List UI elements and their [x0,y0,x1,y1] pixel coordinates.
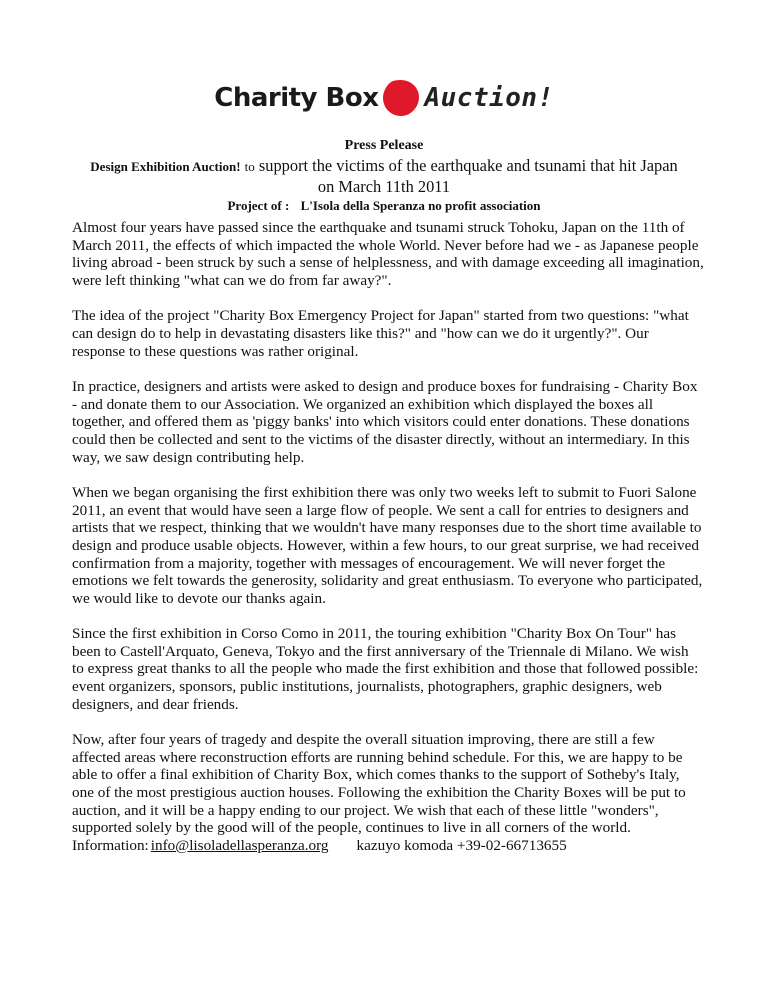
body-paragraph: When we began organising the first exhibition there was only two weeks left to submit to Fuori Salone 2011, an event that would have seen a large flow of people. We sent a call for entries to designers and artists that we respect, thinking that we wouldn't have many responses due to the short time available to design and produce usable objects. However, within a few hours, to our great surprise, we had received confirmation from a majority, together with messages of encouragement. We will never forget the emotions we felt towards the generosity, solidarity and great enthusiasm. To everyone who participated, we would like to devote our thanks again. [72,484,703,607]
charity-box-logo [0,76,768,120]
subtitle-main: support the victims of the earthquake and tsunami that hit Japan [258,156,678,175]
press-release-title: Press Pelease [344,138,424,153]
contact-email-link[interactable]: info@lisoladellasperanza.org [150,836,329,854]
logo-accent-text: Auction! [424,83,554,113]
body-paragraph: In practice, designers and artists were asked to design and produce boxes for fundraising - Charity Box - and donate them to our Association. We organized an exhibition which displayed the boxes all together, and offered them as 'piggy banks' into which visitors could enter donations. These donations could then be collected and sent to the victims of the disaster directly, without an intermediary. In this way, we saw design contributing help. [72,378,698,466]
subtitle-exhibition: Design Exhibition Auction! [90,159,241,174]
logo-brand-text: Charity Box [214,83,379,113]
release-subtitle [0,156,768,197]
body-paragraph: Since the first exhibition in Corso Como in 2011, the touring exhibition "Charity Box On Tour" has been to Castell'Arquato, Geneva, Tokyo and the first anniversary of the Triennale di Milano. We wish to express great thanks to all the people who made the first exhibition and those that followed possible: event organizers, sponsors, public institutions, journalists, photographers, graphic designers, web designers, and dear friends. [72,625,699,713]
contact-label: Information: [72,836,149,854]
contact-line [72,837,704,855]
project-line [0,198,768,214]
release-body [72,219,704,854]
release-heading [0,137,768,214]
logo-blob-shape [383,80,419,116]
project-label: Project of : [227,198,290,213]
project-name: L'Isola della Speranza no profit association [300,198,541,213]
contact-person: kazuyo komoda +39-02-66713655 [356,836,567,854]
subtitle-date: on March 11th 2011 [317,177,451,196]
red-blob-logo-icon [381,78,421,118]
body-paragraph: Now, after four years of tragedy and despite the overall situation improving, there are still a few affected areas where reconstruction efforts are running behind schedule. For this, we are happy to be able to offer a final exhibition of Charity Box, which comes thanks to the support of Sotheby's Italy, one of the most prestigious auction houses. Following the exhibition the Charity Boxes will be put to auction, and it will be a happy ending to our project. We wish that each of these little "wonders", supported solely by the good will of the people, continues to live in all corners of the world. [72,731,686,837]
subtitle-to: to [244,159,255,174]
body-paragraph: Almost four years have passed since the earthquake and tsunami struck Tohoku, Japan on the 11th of March 2011, the effects of which impacted the whole World. Never before had we - as Japanese people living abroad - been struck by such a sense of helplessness, and with damage exceeding all imagination, were left thinking "what can we do from far away?". [72,219,704,289]
body-paragraph: The idea of the project "Charity Box Emergency Project for Japan" started from two questions: "what can design do to help in devastating disasters like this?" and "how can we do it urgently?". Our response to these questions was rather original. [72,307,689,360]
